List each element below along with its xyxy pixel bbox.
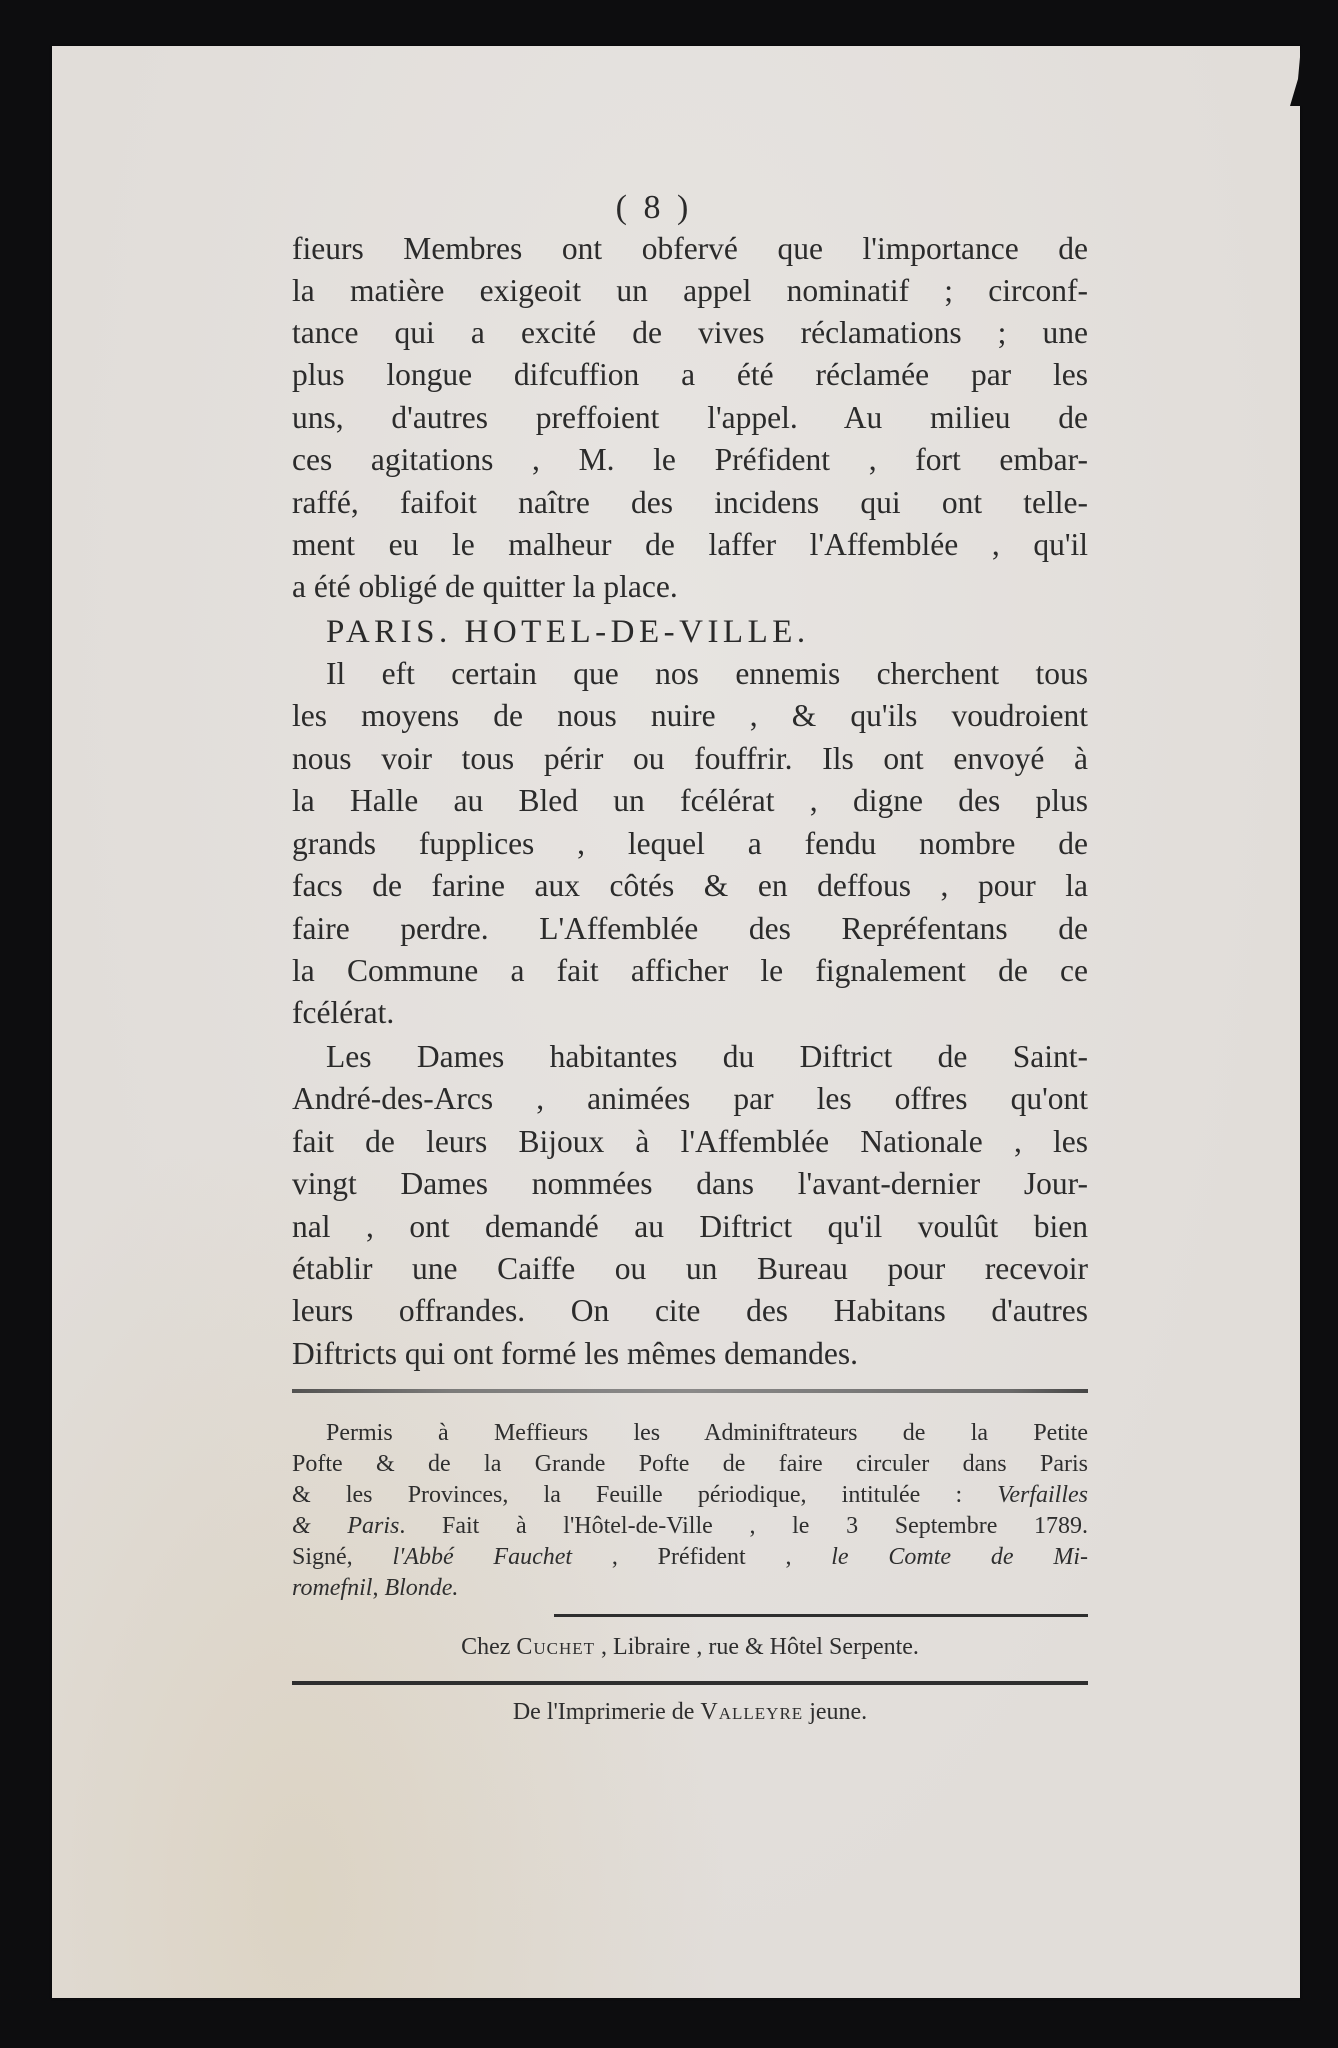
imprint-text: jeune.	[803, 1699, 868, 1725]
permit-line: Pofte & de la Grande Pofte de faire circuler dans Paris	[292, 1451, 1088, 1477]
text-line: la matière exigeoit un appel nominatif ; circonf-	[292, 273, 1088, 308]
text-line: Les Dames habitantes du Diftrict de Saint-	[326, 1039, 1088, 1074]
text-line: vingt Dames nommées dans l'avant-dernier Jour-	[292, 1166, 1088, 1201]
text-line: grands fupplices , lequel a fendu nombre de	[292, 826, 1088, 861]
page-number: ( 8 )	[615, 189, 693, 226]
text-line: facs de farine aux côtés & en deffous , pour la	[292, 868, 1088, 903]
divider-rule	[554, 1614, 1088, 1617]
text-line: fait de leurs Bijoux à l'Affemblée Nationale , les	[292, 1124, 1088, 1159]
journal-title: & Paris	[292, 1513, 400, 1539]
text-line: Il eft certain que nos ennemis cherchent tous	[326, 656, 1088, 691]
text-line: la Commune a fait afficher le fignalement de ce	[292, 953, 1088, 988]
torn-corner	[1284, 46, 1304, 106]
journal-title: Verfailles	[997, 1482, 1088, 1508]
imprint-text: De l'Imprimerie de	[512, 1699, 701, 1725]
text-line: la Halle au Bled un fcélérat , digne des plus	[292, 783, 1088, 818]
printer-name: Valleyre	[700, 1699, 804, 1725]
signatory-name: Blonde.	[384, 1575, 459, 1601]
document-page	[52, 46, 1300, 1998]
text-line: fieurs Membres ont obfervé que l'importance de	[292, 231, 1088, 266]
signatory-name: le Comte de Mi-	[831, 1544, 1088, 1570]
permit-text: & les Provinces, la Feuille périodique, intitulée :	[292, 1482, 998, 1508]
permit-line	[292, 1511, 1088, 1542]
text-line: fcélérat.	[292, 995, 395, 1030]
signatory-name: l'Abbé Fauchet	[392, 1544, 573, 1570]
permit-line	[292, 1573, 1088, 1604]
permit-text: Signé,	[292, 1544, 393, 1570]
text-line: nous voir tous périr ou fouffrir. Ils ont envoyé à	[292, 741, 1088, 776]
bookseller-line	[292, 1632, 1088, 1663]
signatory-name: romefnil	[292, 1575, 373, 1601]
text-line: établir une Caiffe ou un Bureau pour recevoir	[292, 1251, 1088, 1286]
text-line: plus longue difcuffion a été réclamée par les	[292, 357, 1088, 392]
text-line: a été obligé de quitter la place.	[292, 569, 678, 604]
text-line: Diftricts qui ont formé les mêmes demandes.	[292, 1336, 858, 1371]
permit-text: , Préfident ,	[572, 1544, 832, 1570]
imprint-text: Chez	[461, 1634, 517, 1660]
permit-line	[292, 1542, 1088, 1573]
divider-rule	[292, 1389, 1088, 1393]
imprint-text: , Libraire , rue & Hôtel Serpente.	[595, 1634, 919, 1660]
permit-text: ,	[372, 1575, 385, 1601]
bookseller-name: Cuchet	[516, 1634, 596, 1660]
permit-line: Permis à Meffieurs les Adminiftrateurs de la Petite	[326, 1420, 1088, 1446]
text-line: les moyens de nous nuire , & qu'ils voudroient	[292, 698, 1088, 733]
permit-text: . Fait à l'Hôtel-de-Ville , le 3 Septembre 1789.	[399, 1513, 1089, 1539]
text-line: ment eu le malheur de laffer l'Affemblée , qu'il	[292, 527, 1088, 562]
text-line: nal , ont demandé au Diftrict qu'il voulût bien	[292, 1209, 1088, 1244]
text-line: raffé, faifoit naître des incidens qui ont telle-	[292, 485, 1088, 520]
text-line: leurs offrandes. On cite des Habitans d'autres	[292, 1293, 1088, 1328]
divider-rule	[292, 1681, 1088, 1685]
text-line: tance qui a excité de vives réclamations ; une	[292, 315, 1088, 350]
text-line: faire perdre. L'Affemblée des Repréfentans de	[292, 911, 1088, 946]
printer-line	[292, 1697, 1088, 1728]
text-line: ces agitations , M. le Préfident , fort embar-	[292, 442, 1088, 477]
permit-line	[292, 1480, 1088, 1511]
text-line: André-des-Arcs , animées par les offres qu'ont	[292, 1081, 1088, 1116]
text-line: uns, d'autres preffoient l'appel. Au milieu de	[292, 400, 1088, 435]
section-heading: PARIS. HOTEL-DE-VILLE.	[326, 614, 810, 650]
